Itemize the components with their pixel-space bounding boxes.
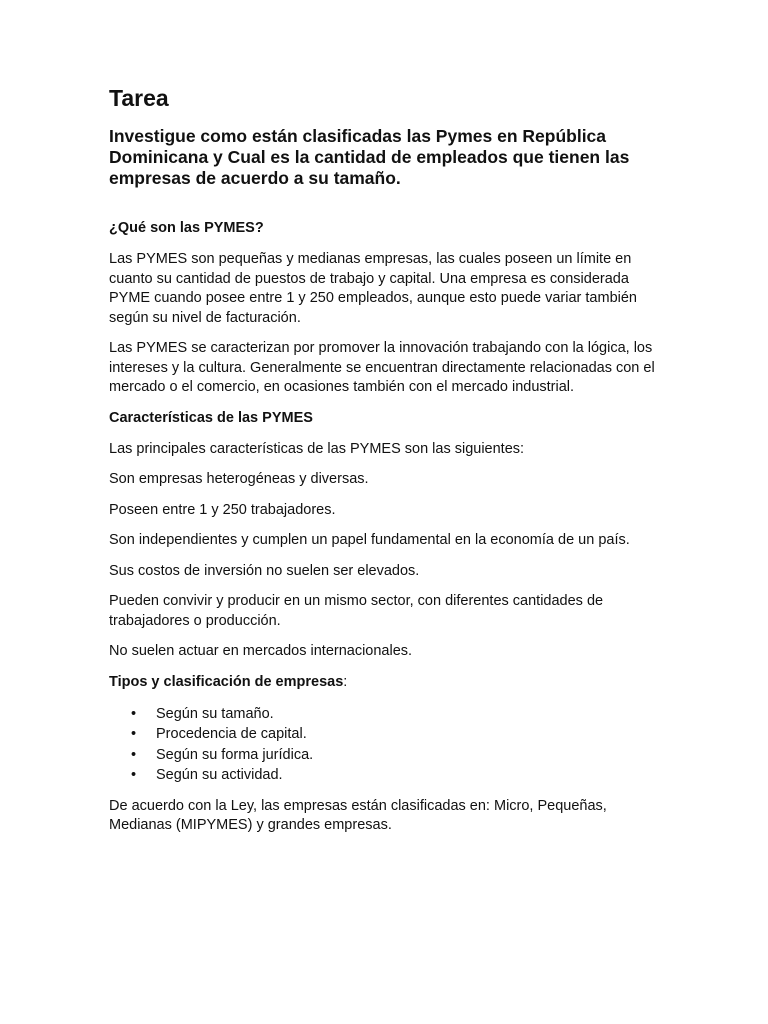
list-item-text: Según su tamaño.	[156, 705, 274, 722]
bullet-icon: •	[131, 767, 137, 783]
list-item	[109, 724, 657, 745]
list-item	[109, 704, 657, 725]
characteristic-item: Son independientes y cumplen un papel fundamental en la economía de un país.	[109, 532, 630, 548]
document-subtitle: Investigue como están clasificadas las Pymes en República Dominicana y Cual es la cantidad de empleados que tienen las empresas de acuerdo a su tamaño.	[109, 126, 630, 188]
characteristic-item: Poseen entre 1 y 250 trabajadores.	[109, 501, 336, 518]
paragraph: Las principales características de las PYMES son las siguientes:	[109, 440, 525, 457]
characteristic-item: Son empresas heterogéneas y diversas.	[109, 471, 369, 487]
section-heading-que-son: ¿Qué son las PYMES?	[109, 220, 264, 236]
characteristic-item: No suelen actuar en mercados internacionales.	[109, 643, 413, 659]
characteristic-item: Pueden convivir y producir en un mismo sector, con diferentes cantidades de trabajadores o producción.	[109, 593, 604, 629]
paragraph: Las PYMES se caracterizan por promover la innovación trabajando con la lógica, los intereses y la cultura. Generalmente se encuentran directamente relacionadas con el mercado o el comercio, en ocasiones también con el mercado industrial.	[109, 340, 655, 395]
bullet-icon: •	[131, 746, 137, 763]
characteristic-item: Sus costos de inversión no suelen ser elevados.	[109, 562, 420, 579]
paragraph: Las PYMES son pequeñas y medianas empresas, las cuales poseen un límite en cuanto su cantidad de puestos de trabajo y capital. Una empresa es considerada PYME cuando posee entre 1 y 250 empleados, aunque esto puede variar también según su nivel de facturación.	[109, 251, 637, 326]
section-heading-caracteristicas: Características de las PYMES	[109, 409, 313, 426]
list-item-text: Según su forma jurídica.	[156, 746, 314, 763]
list-item-text: Según su actividad.	[156, 767, 283, 783]
section-heading-colon: :	[343, 673, 348, 690]
document-title: Tarea	[109, 85, 169, 111]
section-heading-tipos	[109, 673, 657, 692]
list-item-text: Procedencia de capital.	[156, 726, 307, 742]
section-heading-tipos-text: Tipos y clasificación de empresas	[109, 673, 344, 690]
list-item	[109, 765, 657, 786]
list-item	[109, 745, 657, 766]
bullet-icon: •	[131, 726, 137, 742]
closing-paragraph: De acuerdo con la Ley, las empresas están clasificadas en: Micro, Pequeñas, Medianas (MIPYMES) y grandes empresas.	[109, 797, 607, 833]
types-list	[109, 704, 657, 786]
bullet-icon: •	[131, 705, 137, 722]
document-page	[109, 84, 657, 847]
